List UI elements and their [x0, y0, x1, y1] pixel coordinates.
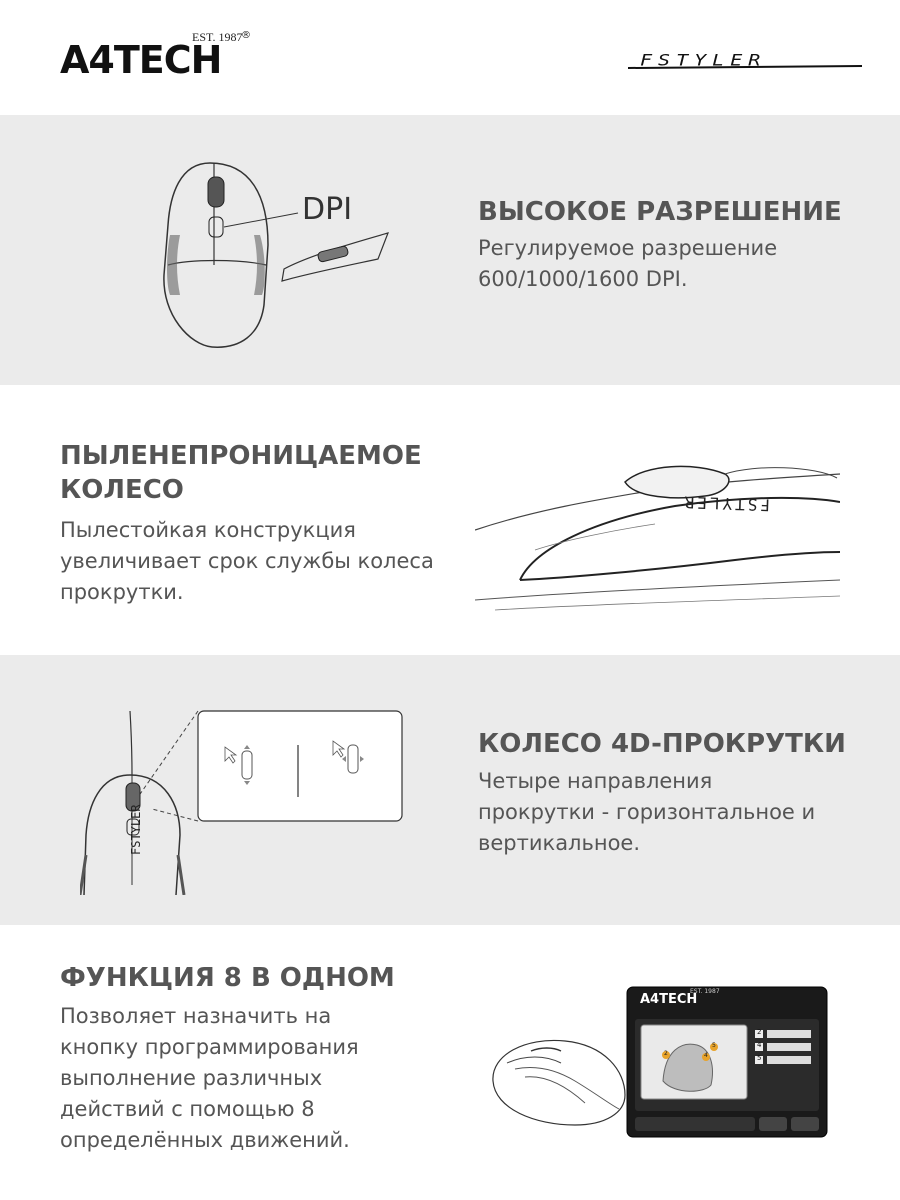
mouse-wheel-sketch: [475, 460, 840, 615]
registered-mark: ®: [241, 30, 251, 41]
page-header: [0, 0, 900, 115]
feature-title: ПЫЛЕНЕПРОНИЦАЕМОЕ КОЛЕСО: [60, 441, 422, 505]
mouse-wheel-sketch-logo: FSTYLER: [681, 492, 771, 515]
software-row-5: 5: [757, 1054, 762, 1062]
feature-description: Регулируемое разрешение 600/1000/1600 DPI.: [478, 236, 778, 291]
dpi-callout-label: DPI: [302, 192, 353, 227]
mouse-dpi-illustration: [150, 155, 390, 355]
feature-8-in-1: [0, 925, 900, 1200]
software-logo: A4TECH: [640, 992, 698, 1007]
feature-4d-scroll: [0, 655, 900, 925]
mouse-4d-scroll-logo: FSTYLER: [129, 804, 143, 855]
software-illustration: [485, 985, 830, 1165]
fstyler-logo-text: FSTYLER: [640, 50, 767, 70]
software-row-2: 2: [757, 1028, 762, 1036]
feature-description: Позволяет назначить на кнопку программирования выполнение различных действий с помощью 8 определённых движений.: [60, 1004, 359, 1152]
a4tech-logo: [60, 30, 260, 90]
feature-high-resolution: [0, 115, 900, 385]
feature-title: ВЫСОКОЕ РАЗРЕШЕНИЕ: [478, 197, 842, 227]
software-marker-4: 4: [704, 1052, 708, 1059]
software-marker-5: 5: [712, 1042, 716, 1049]
fstyler-logo: [626, 46, 866, 74]
feature-title: ФУНКЦИЯ 8 В ОДНОМ: [60, 963, 395, 993]
software-row-4: 4: [757, 1041, 762, 1049]
a4tech-logo-est: EST. 1987: [192, 30, 243, 44]
feature-dustproof-wheel: [0, 385, 900, 655]
a4tech-logo-text: A4TECH: [60, 38, 222, 82]
feature-description: Четыре направления прокрутки - горизонтальное и вертикальное.: [478, 769, 816, 855]
software-marker-2: 2: [664, 1050, 668, 1057]
feature-description: Пылестойкая конструкция увеличивает срок службы колеса прокрутки.: [60, 518, 434, 604]
feature-title: КОЛЕСО 4D-ПРОКРУТКИ: [478, 729, 846, 759]
software-logo-est: EST. 1987: [690, 988, 720, 995]
mouse-4d-scroll-illustration: [80, 705, 405, 895]
